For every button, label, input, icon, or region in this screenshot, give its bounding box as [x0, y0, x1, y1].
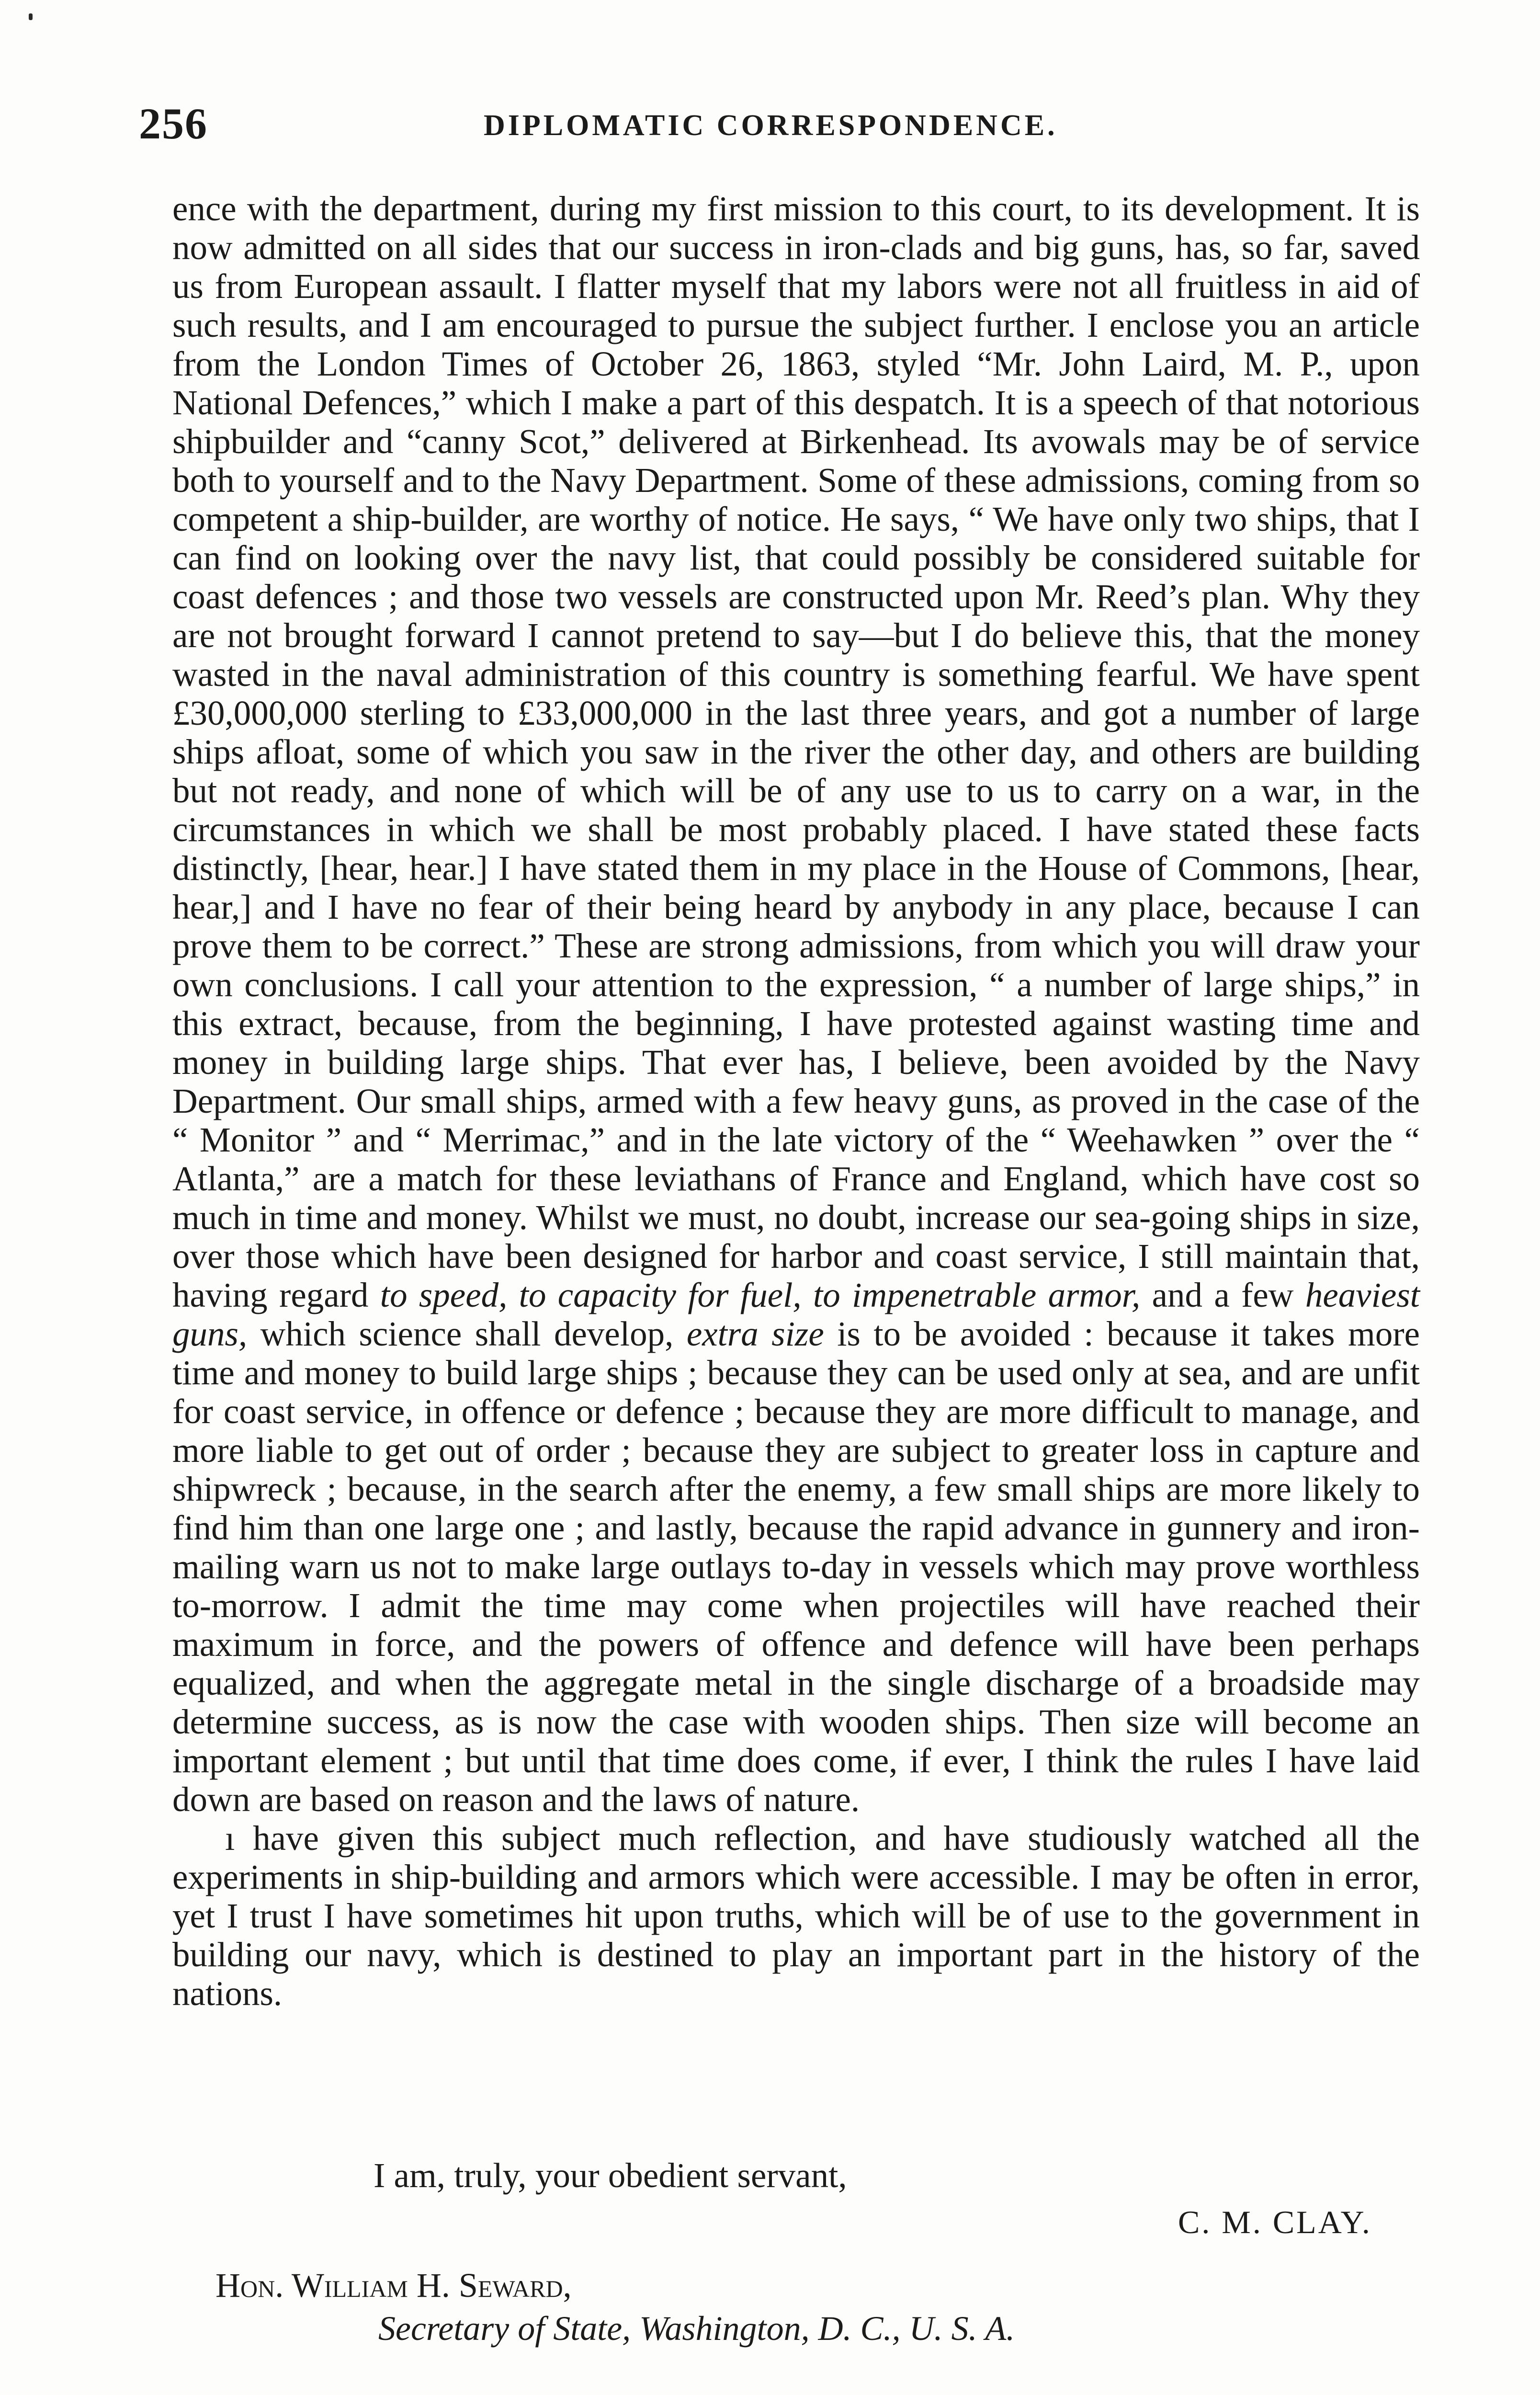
- paragraph-1-text-d: is to be avoided : because it takes more time and money to build large ships ; because they can be used only at sea, and are unfit for coast service, in offence or defence ; because they are more difficult to manage, and more liable to get out of order ; because they are subject to greater loss in capture and shipwreck ; because, in the search after the enemy, a few small ships are more likely to find him than one large one ; and lastly, because the rapid advance in gunnery and iron-mailing warn us not to make large outlays to-day in vessels which may prove worthless to-morrow. I admit the time may come when projectiles will have reached their maximum in force, and the powers of offence and defence will have been perhaps equalized, and when the aggregate metal in the single discharge of a broadside may determine success, as is now the case with wooden ships. Then size will become an important element ; but until that time does come, if ever, I think the rules I have laid down are based on reason and the laws of nature.: [172, 1314, 1420, 1819]
- italic-phrase-3: extra size: [686, 1314, 824, 1353]
- body-paragraph-1: [172, 189, 1420, 1819]
- italic-phrase-1: to speed, to capacity for fuel, to impenetrable armor,: [380, 1276, 1141, 1314]
- valediction: I am, truly, your obedient servant,: [374, 2156, 847, 2195]
- addressee-title: Secretary of State, Washington, D. C., U. S. A.: [378, 2309, 1015, 2348]
- page-header: [139, 98, 1403, 156]
- letter-body: [172, 189, 1420, 2013]
- print-speck: [29, 13, 33, 20]
- paragraph-1-text: ence with the department, during my first mission to this court, to its development. It is now admitted on all sides that our success in iron-clads and big guns, has, so far, saved us from European assault. I flatter myself that my labors were not all fruitless in aid of such results, and I am encouraged to pursue the subject further. I enclose you an article from the London Times of October 26, 1863, styled “Mr. John Laird, M. P., upon National Defences,” which I make a part of this despatch. It is a speech of that notorious shipbuilder and “canny Scot,” delivered at Birkenhead. Its avowals may be of service both to yourself and to the Navy Department. Some of these admissions, coming from so competent a ship-builder, are worthy of notice. He says, “ We have only two ships, that I can find on looking over the navy list, that could possibly be considered suitable for coast defences ; and those two vessels are constructed upon Mr. Reed’s plan. Why they are not brought forward I cannot pretend to say—but I do believe this, that the money wasted in the naval administration of this country is something fearful. We have spent £30,000,000 sterling to £33,000,000 in the last three years, and got a number of large ships afloat, some of which you saw in the river the other day, and others are building but not ready, and none of which will be of any use to us to carry on a war, in the circumstances in which we shall be most probably placed. I have stated these facts distinctly, [hear, hear.] I have stated them in my place in the House of Commons, [hear, hear,] and I have no fear of their being heard by anybody in any place, because I can prove them to be correct.” These are strong admissions, from which you will draw your own conclusions. I call your attention to the expression, “ a number of large ships,” in this extract, because, from the beginning, I have protested against wasting time and money in building large ships. That ever has, I believe, been avoided by the Navy Department. Our small ships, armed with a few heavy guns, as proved in the case of the “ Monitor ” and “ Merrimac,” and in the late victory of the “ Weehawken ” over the “ Atlanta,” are a match for these leviathans of France and England, which have cost so much in time and money. Whilst we must, no doubt, increase our sea-going ships in size, over those which have been designed for harbor and coast service, I still maintain that, having regard: [172, 189, 1420, 1314]
- page-number: 256: [139, 99, 208, 148]
- body-paragraph-2: ı have given this subject much reflection, and have studiously watched all the experiments in ship-building and armors which were accessible. I may be often in error, yet I trust I have sometimes hit upon truths, which will be of use to the government in building our navy, which is destined to play an important part in the history of the nations.: [172, 1819, 1420, 2013]
- running-title: DIPLOMATIC CORRESPONDENCE.: [484, 109, 1058, 142]
- paragraph-1-text-b: and a few: [1152, 1276, 1294, 1314]
- signature: C. M. CLAY.: [1178, 2204, 1372, 2240]
- addressee-name: Hon. William H. Seward,: [215, 2266, 572, 2304]
- italic-phrase-2: heaviest guns,: [172, 1276, 1420, 1353]
- paragraph-1-text-c: which science shall develop,: [260, 1314, 674, 1353]
